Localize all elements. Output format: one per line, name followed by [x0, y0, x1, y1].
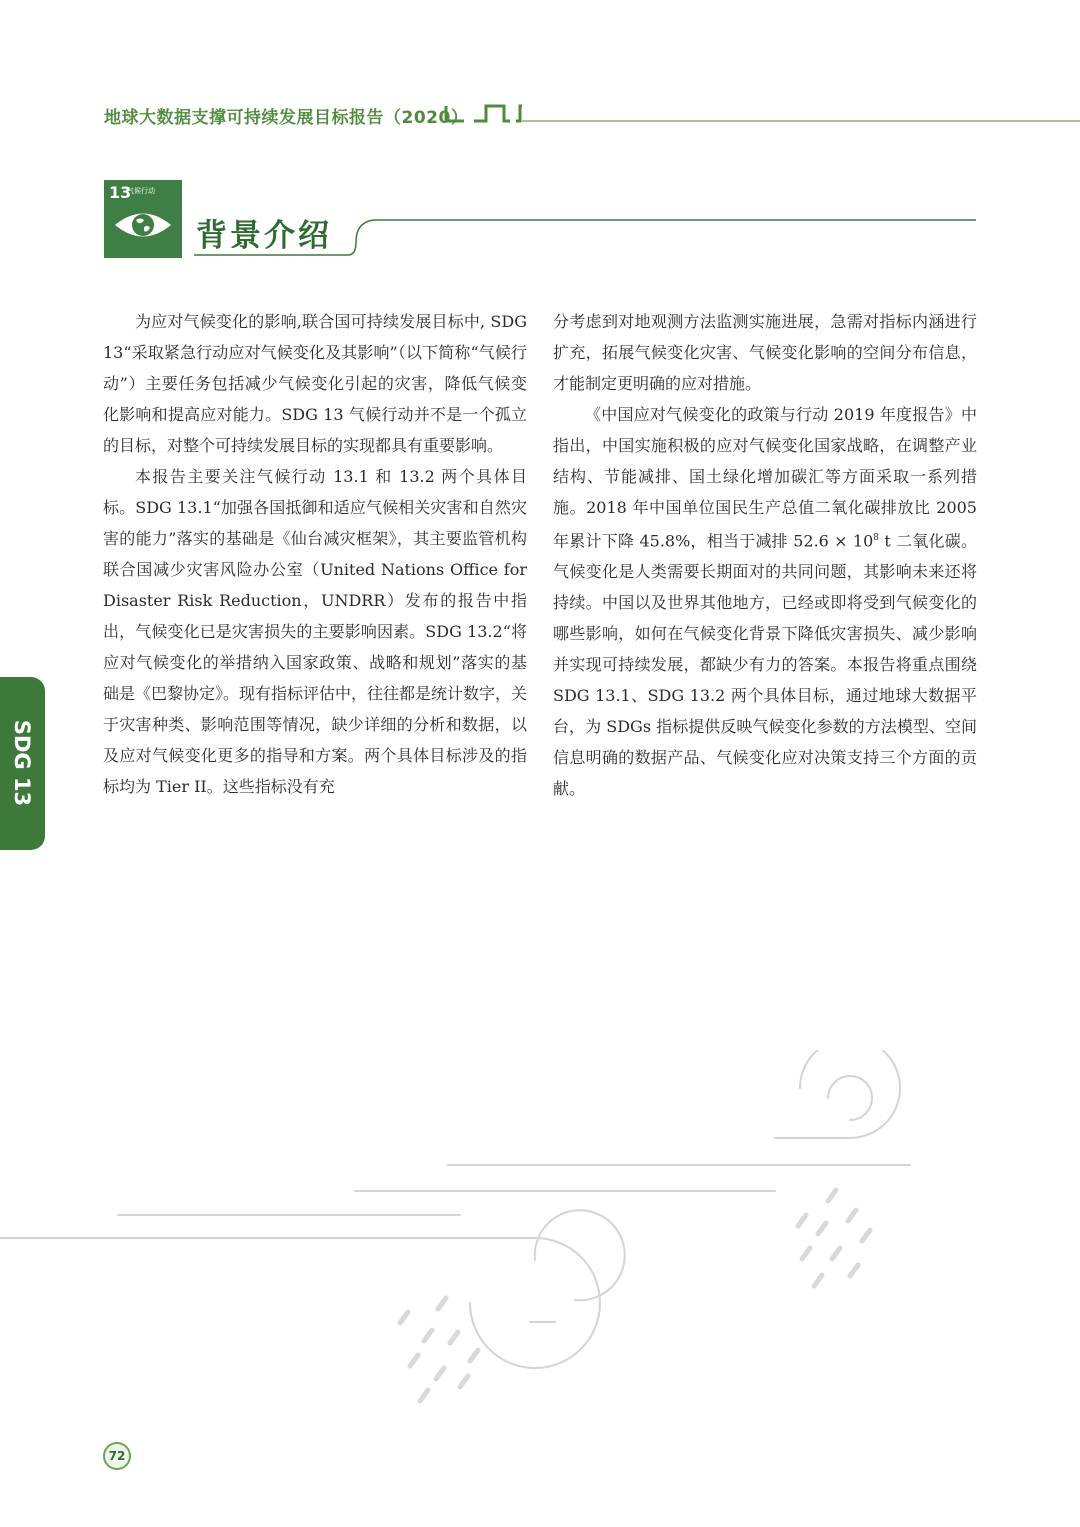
section-title: 背景介绍 — [196, 218, 332, 254]
paragraph-continuation: 分考虑到对地观测方法监测实施进展，急需对指标内涵进行扩充，拓展气候变化灾害、气候变化影响的空间分布信息，才能制定更明确的应对措施。 — [553, 312, 977, 393]
report-header-title: 地球大数据支撑可持续发展目标报告（2020） — [104, 108, 469, 128]
page-number: 72 — [103, 1442, 131, 1470]
sdg-logo-number: 13 — [109, 183, 132, 202]
paragraph: 为应对气候变化的影响,联合国可持续发展目标中, SDG 13“采取紧急行动应对气候变化及其影响”（以下简称“气候行动”）主要任务包括减少气候变化引起的灾害，降低气候变化影响和提高应对能力。SDG 13 气候行动并不是一个孤立的目标，对整个可持续发展目标的实现都具有重要影响。 — [103, 312, 527, 455]
side-chapter-tab — [0, 677, 45, 850]
sdg13-climate-action-logo — [104, 180, 182, 258]
left-text-column — [103, 306, 527, 802]
paragraph — [553, 399, 977, 804]
sdg-logo-label: 气候行动 — [127, 187, 155, 195]
eye-earth-icon — [113, 208, 173, 242]
right-text-column — [553, 306, 977, 804]
wind-rain-decoration — [0, 1050, 1080, 1410]
paragraph-text: 《中国应对气候变化的政策与行动 2019 年度报告》中指出，中国实施积极的应对气候变化国家战略，在调整产业结构、节能减排、国土绿化增加碳汇等方面采取一系列措施。2018 年中国单位国民生产总值二氧化碳排放比 2005 年累计下降 45.8%，相当于减排 52.6 × 10 — [553, 405, 977, 551]
paragraph-text: t 二氧化碳。气候变化是人类需要长期面对的共同问题，其影响未来还将持续。中国以及世界其他地方，已经或即将受到气候变化的哪些影响，如何在气候变化背景下降低灾害损失、减少影响并实现可持续发展，都缺少有力的答案。本报告将重点围绕 SDG 13.1、SDG 13.2 两个具体目标，通过地球大数据平台，为 SDGs 指标提供反映气候变化参数的方法模型、空间信息明确的数据产品、气候变化应对决策支持三个方面的贡献。 — [553, 531, 977, 799]
side-tab-label: SDG 13 — [10, 719, 34, 807]
header-line-decoration — [440, 100, 1080, 128]
paragraph: 本报告主要关注气候行动 13.1 和 13.2 两个具体目标。SDG 13.1“加强各国抵御和适应气候相关灾害和自然灾害的能力”落实的基础是《仙台减灾框架》，其主要监管机构联合国减少灾害风险办公室（United Nations Office for Disaster Risk Reduction，UNDRR）发布的报告中指出，气候变化已是灾害损失的主要影响因素。SDG 13.2“将应对气候变化的举措纳入国家政策、战略和规划”落实的基础是《巴黎协定》。现有指标评估中，往往都是统计数字，关于灾害种类、影响范围等情况，缺少详细的分析和数据，以及应对气候变化更多的指导和方案。两个具体目标涉及的指标均为 Tier II。这些指标没有充 — [103, 467, 528, 796]
superscript-exponent: 8 — [873, 533, 879, 543]
